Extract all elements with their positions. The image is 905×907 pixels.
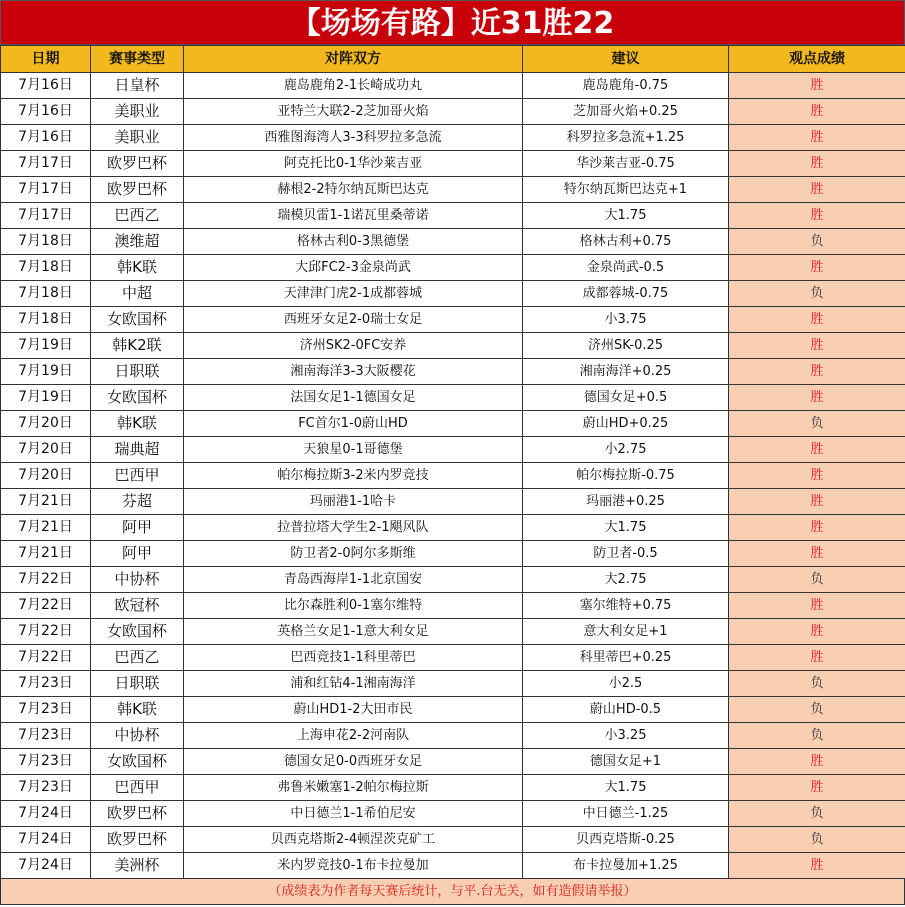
date-cell: 7月19日	[1, 359, 91, 385]
tip-cell: 蔚山HD-0.5	[523, 697, 729, 723]
result-cell: 负	[729, 697, 905, 723]
tip-cell: 鹿岛鹿角-0.75	[523, 73, 729, 99]
match-cell: 赫根2-2特尔纳瓦斯巴达克	[184, 177, 523, 203]
tip-cell: 大1.75	[523, 203, 729, 229]
table-row	[1, 333, 905, 359]
type-cell: 女欧国杯	[91, 619, 184, 645]
type-cell: 巴西甲	[91, 463, 184, 489]
result-cell: 负	[729, 827, 905, 853]
table-row	[1, 645, 905, 671]
date-cell: 7月24日	[1, 853, 91, 879]
tip-cell: 芝加哥火焰+0.25	[523, 99, 729, 125]
result-cell: 胜	[729, 541, 905, 567]
result-cell: 负	[729, 229, 905, 255]
type-cell: 韩K2联	[91, 333, 184, 359]
footer-note: （成绩表为作者每天赛后统计，与平.台无关，如有造假请举报）	[0, 879, 905, 905]
date-cell: 7月20日	[1, 411, 91, 437]
match-cell: 瑞模贝雷1-1诺瓦里桑蒂诺	[184, 203, 523, 229]
result-cell: 胜	[729, 307, 905, 333]
type-cell: 巴西乙	[91, 645, 184, 671]
type-cell: 女欧国杯	[91, 385, 184, 411]
page-title: 【场场有路】近31胜22	[0, 0, 905, 45]
table-row	[1, 801, 905, 827]
match-cell: 巴西竞技1-1科里蒂巴	[184, 645, 523, 671]
table-row	[1, 385, 905, 411]
table-row	[1, 203, 905, 229]
tip-cell: 中日德兰-1.25	[523, 801, 729, 827]
result-cell: 胜	[729, 333, 905, 359]
result-cell: 胜	[729, 645, 905, 671]
type-cell: 澳维超	[91, 229, 184, 255]
match-cell: 西雅图海湾人3-3科罗拉多急流	[184, 125, 523, 151]
tip-cell: 小2.75	[523, 437, 729, 463]
date-cell: 7月23日	[1, 671, 91, 697]
date-cell: 7月21日	[1, 489, 91, 515]
tip-cell: 格林古利+0.75	[523, 229, 729, 255]
type-cell: 欧罗巴杯	[91, 151, 184, 177]
result-cell: 胜	[729, 775, 905, 801]
type-cell: 阿甲	[91, 541, 184, 567]
date-cell: 7月24日	[1, 827, 91, 853]
type-cell: 中协杯	[91, 567, 184, 593]
match-cell: 西班牙女足2-0瑞士女足	[184, 307, 523, 333]
tip-cell: 布卡拉曼加+1.25	[523, 853, 729, 879]
date-cell: 7月18日	[1, 281, 91, 307]
table-row	[1, 827, 905, 853]
table-header-row	[1, 46, 905, 73]
match-cell: 济州SK2-0FC安养	[184, 333, 523, 359]
result-cell: 负	[729, 723, 905, 749]
type-cell: 芬超	[91, 489, 184, 515]
match-cell: 上海申花2-2河南队	[184, 723, 523, 749]
tip-cell: 小3.75	[523, 307, 729, 333]
date-cell: 7月22日	[1, 593, 91, 619]
date-cell: 7月22日	[1, 567, 91, 593]
type-cell: 欧冠杯	[91, 593, 184, 619]
result-cell: 胜	[729, 73, 905, 99]
result-cell: 胜	[729, 853, 905, 879]
tip-cell: 玛丽港+0.25	[523, 489, 729, 515]
tip-cell: 华沙莱吉亚-0.75	[523, 151, 729, 177]
table-row	[1, 73, 905, 99]
result-cell: 负	[729, 281, 905, 307]
type-cell: 巴西乙	[91, 203, 184, 229]
result-cell: 胜	[729, 177, 905, 203]
match-cell: 法国女足1-1德国女足	[184, 385, 523, 411]
result-cell: 胜	[729, 593, 905, 619]
tip-cell: 大1.75	[523, 515, 729, 541]
match-cell: 米内罗竞技0-1布卡拉曼加	[184, 853, 523, 879]
tip-cell: 防卫者-0.5	[523, 541, 729, 567]
result-cell: 胜	[729, 463, 905, 489]
table-row	[1, 151, 905, 177]
date-cell: 7月23日	[1, 697, 91, 723]
result-cell: 胜	[729, 125, 905, 151]
table-row	[1, 489, 905, 515]
tip-cell: 科里蒂巴+0.25	[523, 645, 729, 671]
table-row	[1, 749, 905, 775]
date-cell: 7月19日	[1, 333, 91, 359]
type-cell: 日职联	[91, 671, 184, 697]
tip-cell: 大2.75	[523, 567, 729, 593]
tip-cell: 大1.75	[523, 775, 729, 801]
result-cell: 负	[729, 411, 905, 437]
table-row	[1, 411, 905, 437]
tip-cell: 小3.25	[523, 723, 729, 749]
date-cell: 7月20日	[1, 463, 91, 489]
type-cell: 女欧国杯	[91, 307, 184, 333]
match-cell: 亚特兰大联2-2芝加哥火焰	[184, 99, 523, 125]
table-row	[1, 359, 905, 385]
type-cell: 韩K联	[91, 697, 184, 723]
date-cell: 7月18日	[1, 229, 91, 255]
type-cell: 巴西甲	[91, 775, 184, 801]
match-cell: 拉普拉塔大学生2-1飓风队	[184, 515, 523, 541]
date-cell: 7月21日	[1, 541, 91, 567]
table-row	[1, 593, 905, 619]
table-row	[1, 177, 905, 203]
type-cell: 中超	[91, 281, 184, 307]
type-cell: 阿甲	[91, 515, 184, 541]
date-cell: 7月18日	[1, 255, 91, 281]
type-cell: 韩K联	[91, 411, 184, 437]
match-cell: 天津津门虎2-1成都蓉城	[184, 281, 523, 307]
match-cell: 浦和红钻4-1湘南海洋	[184, 671, 523, 697]
date-cell: 7月19日	[1, 385, 91, 411]
match-cell: 大邱FC2-3金泉尚武	[184, 255, 523, 281]
header-match: 对阵双方	[184, 46, 523, 73]
tip-cell: 塞尔维特+0.75	[523, 593, 729, 619]
match-cell: 格林古利0-3黑德堡	[184, 229, 523, 255]
match-cell: 中日德兰1-1希伯尼安	[184, 801, 523, 827]
table-row	[1, 229, 905, 255]
date-cell: 7月16日	[1, 99, 91, 125]
type-cell: 韩K联	[91, 255, 184, 281]
tip-cell: 德国女足+1	[523, 749, 729, 775]
tip-cell: 小2.5	[523, 671, 729, 697]
match-cell: 比尔森胜利0-1塞尔维特	[184, 593, 523, 619]
match-cell: 湘南海洋3-3大阪樱花	[184, 359, 523, 385]
table-row	[1, 255, 905, 281]
type-cell: 中协杯	[91, 723, 184, 749]
date-cell: 7月23日	[1, 775, 91, 801]
match-cell: 弗鲁米嫩塞1-2帕尔梅拉斯	[184, 775, 523, 801]
table-row	[1, 515, 905, 541]
match-cell: 天狼星0-1哥德堡	[184, 437, 523, 463]
result-cell: 胜	[729, 359, 905, 385]
tip-cell: 济州SK-0.25	[523, 333, 729, 359]
type-cell: 女欧国杯	[91, 749, 184, 775]
tip-cell: 特尔纳瓦斯巴达克+1	[523, 177, 729, 203]
match-cell: 阿克托比0-1华沙莱吉亚	[184, 151, 523, 177]
result-cell: 胜	[729, 255, 905, 281]
match-cell: FC首尔1-0蔚山HD	[184, 411, 523, 437]
match-cell: 蔚山HD1-2大田市民	[184, 697, 523, 723]
date-cell: 7月18日	[1, 307, 91, 333]
date-cell: 7月22日	[1, 619, 91, 645]
type-cell: 美职业	[91, 125, 184, 151]
date-cell: 7月16日	[1, 125, 91, 151]
type-cell: 日职联	[91, 359, 184, 385]
table-row	[1, 567, 905, 593]
result-cell: 胜	[729, 385, 905, 411]
results-table	[0, 45, 905, 879]
result-cell: 胜	[729, 437, 905, 463]
table-row	[1, 853, 905, 879]
tip-cell: 德国女足+0.5	[523, 385, 729, 411]
table-row	[1, 697, 905, 723]
header-date: 日期	[1, 46, 91, 73]
tip-cell: 科罗拉多急流+1.25	[523, 125, 729, 151]
result-cell: 胜	[729, 749, 905, 775]
date-cell: 7月23日	[1, 723, 91, 749]
table-body	[1, 73, 905, 879]
tip-cell: 帕尔梅拉斯-0.75	[523, 463, 729, 489]
result-cell: 胜	[729, 203, 905, 229]
match-cell: 德国女足0-0西班牙女足	[184, 749, 523, 775]
match-cell: 贝西克塔斯2-4顿涅茨克矿工	[184, 827, 523, 853]
table-row	[1, 437, 905, 463]
result-cell: 胜	[729, 99, 905, 125]
result-cell: 胜	[729, 151, 905, 177]
date-cell: 7月17日	[1, 151, 91, 177]
table-row	[1, 723, 905, 749]
type-cell: 欧罗巴杯	[91, 827, 184, 853]
tip-cell: 贝西克塔斯-0.25	[523, 827, 729, 853]
match-cell: 防卫者2-0阿尔多斯维	[184, 541, 523, 567]
table-row	[1, 125, 905, 151]
date-cell: 7月24日	[1, 801, 91, 827]
match-cell: 帕尔梅拉斯3-2米内罗竞技	[184, 463, 523, 489]
header-result: 观点成绩	[729, 46, 905, 73]
table-row	[1, 307, 905, 333]
header-type: 赛事类型	[91, 46, 184, 73]
table-row	[1, 775, 905, 801]
match-cell: 鹿岛鹿角2-1长崎成功丸	[184, 73, 523, 99]
table-row	[1, 619, 905, 645]
match-cell: 青岛西海岸1-1北京国安	[184, 567, 523, 593]
result-cell: 负	[729, 567, 905, 593]
result-cell: 胜	[729, 619, 905, 645]
tip-cell: 意大利女足+1	[523, 619, 729, 645]
table-row	[1, 541, 905, 567]
tip-cell: 成都蓉城-0.75	[523, 281, 729, 307]
type-cell: 欧罗巴杯	[91, 177, 184, 203]
date-cell: 7月21日	[1, 515, 91, 541]
type-cell: 美职业	[91, 99, 184, 125]
tip-cell: 湘南海洋+0.25	[523, 359, 729, 385]
date-cell: 7月17日	[1, 203, 91, 229]
date-cell: 7月23日	[1, 749, 91, 775]
result-cell: 负	[729, 671, 905, 697]
match-cell: 玛丽港1-1哈卡	[184, 489, 523, 515]
date-cell: 7月22日	[1, 645, 91, 671]
date-cell: 7月16日	[1, 73, 91, 99]
table-row	[1, 281, 905, 307]
type-cell: 美洲杯	[91, 853, 184, 879]
table-row	[1, 99, 905, 125]
table-row	[1, 463, 905, 489]
type-cell: 日皇杯	[91, 73, 184, 99]
type-cell: 瑞典超	[91, 437, 184, 463]
result-cell: 负	[729, 801, 905, 827]
tip-cell: 金泉尚武-0.5	[523, 255, 729, 281]
match-cell: 英格兰女足1-1意大利女足	[184, 619, 523, 645]
type-cell: 欧罗巴杯	[91, 801, 184, 827]
result-cell: 胜	[729, 515, 905, 541]
tip-cell: 蔚山HD+0.25	[523, 411, 729, 437]
header-tip: 建议	[523, 46, 729, 73]
result-cell: 胜	[729, 489, 905, 515]
date-cell: 7月17日	[1, 177, 91, 203]
table-row	[1, 671, 905, 697]
date-cell: 7月20日	[1, 437, 91, 463]
